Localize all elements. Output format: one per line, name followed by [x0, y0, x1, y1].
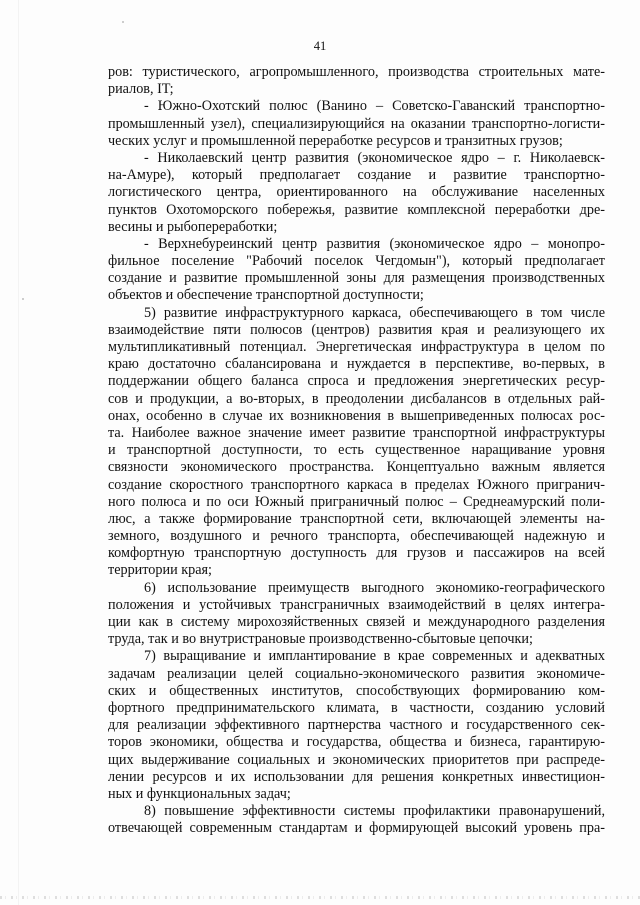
- text-line: люс, а также формирование транспортной сети, включающей элементы на-: [108, 510, 605, 527]
- text-line: онах, особенно в случае их возникновения в вышеприведенных полюсах рос-: [108, 407, 605, 424]
- text-line: связности экономического пространства. Концептуально важным является: [108, 459, 605, 476]
- text-line: ров: туристического, агропромышленного, производства строительных мате-: [108, 64, 605, 80]
- text-line: территории края;: [108, 562, 212, 579]
- text-line: ских и общественных институтов, способствующих формированию ком-: [108, 682, 605, 699]
- body-text: [108, 64, 605, 837]
- text-line: комфортную транспортную доступность для грузов и пассажиров на всей: [108, 545, 605, 562]
- text-line: та. Наиболее важное значение имеет развитие транспортной инфраструктуры: [108, 424, 605, 441]
- page-number: 41: [313, 39, 327, 53]
- text-line: ческих услуг и промышленной переработке ресурсов и транзитных грузов;: [108, 132, 563, 149]
- text-line: щих выдерживание социальных и экономических приоритетов при распреде-: [108, 751, 605, 768]
- text-line: взаимодействие пяти полюсов (центров) развития края и реализующего их: [108, 321, 605, 338]
- text-line: на-Амуре), который предполагает создание и развитие транспортно-: [108, 167, 605, 184]
- text-line: риалов, IT;: [108, 81, 174, 98]
- text-line: ных и функциональных задач;: [108, 785, 291, 802]
- text-line: лении ресурсов и их использовании для решения конкретных инвестицион-: [108, 768, 605, 785]
- text-line: логистического центра, ориентированного на обслуживание населенных: [108, 184, 605, 201]
- text-line: торов экономики, общества и государства, общества и бизнеса, гарантирую-: [108, 734, 605, 751]
- text-line: создание и развитие промышленной зоны для размещения производственных: [108, 270, 605, 287]
- text-line: сов и продукции, а во-вторых, в преодолении дисбалансов в отдельных рай-: [108, 390, 605, 407]
- text-line: мультипликативный потенциал. Энергетическая инфраструктура в целом по: [108, 339, 605, 355]
- text-line: фортного предпринимательского климата, в частности, созданию условий: [108, 699, 605, 716]
- text-line: - Николаевский центр развития (экономическое ядро – г. Николаевск-: [144, 149, 605, 166]
- text-line: положения и устойчивых трансграничных взаимодействий в целях интегра-: [108, 596, 605, 613]
- text-line: 5) развитие инфраструктурного каркаса, обеспечивающего в том числе: [144, 304, 605, 321]
- text-line: краю достаточно сбалансирована и нуждается в перспективе, во-первых, в: [108, 356, 605, 373]
- text-line: промышленный узел), специализирующийся на оказании транспортно-логисти-: [108, 115, 605, 132]
- text-line: 8) повышение эффективности системы профилактики правонарушений,: [144, 803, 605, 820]
- scan-edge: [18, 0, 19, 905]
- text-line: создание скоростного транспортного каркаса в пределах Южного пригранич-: [108, 476, 605, 493]
- text-line: - Южно-Охотский полюс (Ванино – Советско-Гаванский транспортно-: [144, 98, 605, 115]
- text-line: пунктов Охотоморского побережья, развитие комплексной переработки дре-: [108, 201, 605, 218]
- text-line: земного, воздушного и речного транспорта, обеспечивающей надежную и: [108, 528, 605, 545]
- text-line: задачам реализации целей социально-экономического развития экономиче-: [108, 665, 605, 682]
- text-line: 7) выращивание и имплантирование в крае современных и адекватных: [144, 648, 605, 665]
- text-line: объектов и обеспечение транспортной доступности;: [108, 287, 424, 304]
- text-line: ного полюса и по оси Южный приграничный полюс – Среднеамурский поли-: [108, 493, 605, 510]
- text-line: ции как в систему мирохозяйственных связей и международного разделения: [108, 614, 605, 630]
- text-line: труда, так и во внутристрановые производственно-сбытовые цепочки;: [108, 631, 533, 648]
- text-line: и транспортной доступности, то есть существенное наращивание уровня: [108, 442, 605, 459]
- text-line: для реализации эффективного партнерства частного и государственного сек-: [108, 717, 605, 734]
- scan-noise-strip: [0, 896, 640, 899]
- text-line: поддержании общего баланса спроса и предложения энергетических ресур-: [108, 373, 605, 390]
- text-line: отвечающей современным стандартам и формирующей высокий уровень пра-: [108, 820, 605, 837]
- scan-speck: [122, 21, 124, 23]
- scan-speck: [22, 298, 24, 300]
- text-line: - Верхнебуреинский центр развития (экономическое ядро – монопро-: [144, 235, 605, 252]
- text-line: фильное поселение "Рабочий поселок Чегдомын"), который предполагает: [108, 253, 605, 270]
- text-line: 6) использование преимуществ выгодного экономико-географического: [144, 579, 605, 596]
- text-line: весины и рыбопереработки;: [108, 218, 278, 235]
